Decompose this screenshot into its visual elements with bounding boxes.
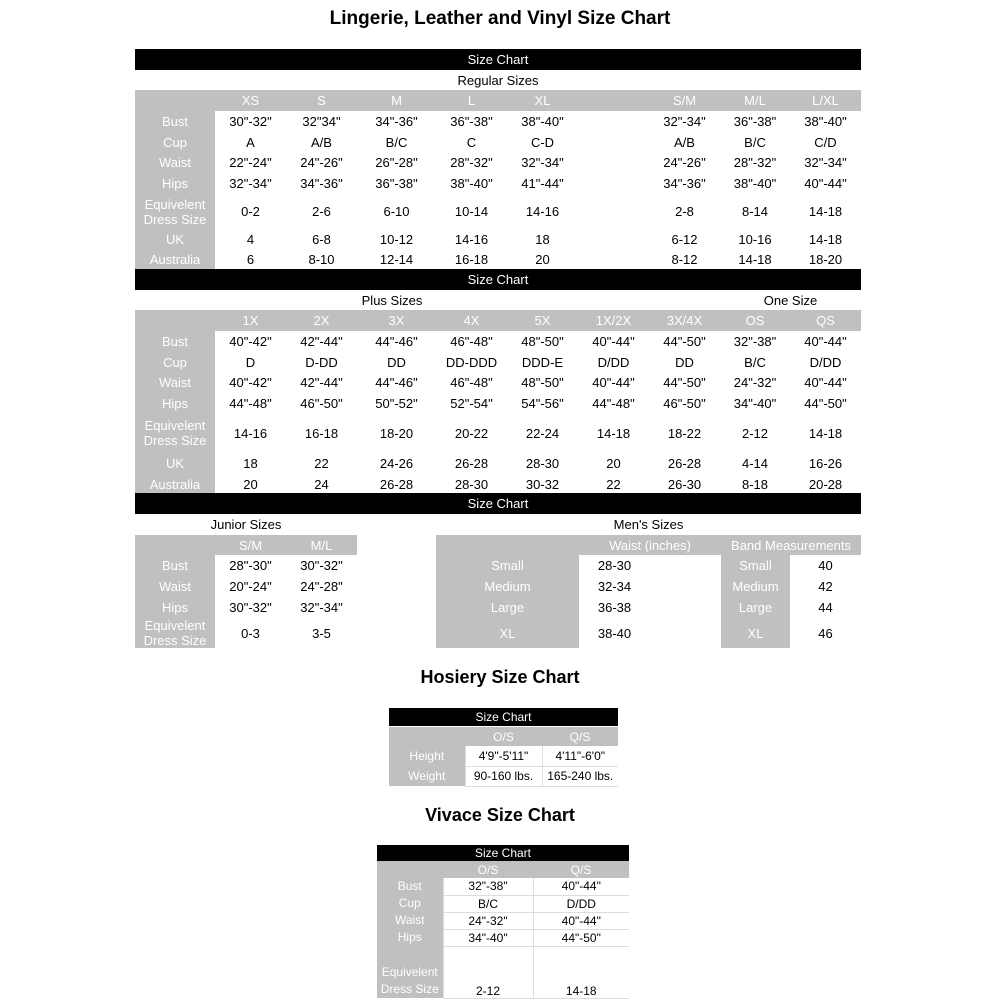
cell: 42 — [790, 576, 861, 597]
size-chart-bar-plus: Size Chart — [135, 269, 861, 290]
table-row — [135, 393, 861, 414]
size-header: 3X/4X — [649, 310, 720, 331]
cell: 34"-40" — [720, 393, 790, 414]
cell: B/C — [357, 132, 436, 152]
table-row — [135, 173, 861, 194]
size-header: 4X — [436, 310, 507, 331]
cell: 36-38 — [579, 597, 650, 618]
row-label: Cup — [135, 352, 215, 372]
cell: 20"-24" — [215, 576, 286, 597]
row-label: Small — [721, 555, 790, 576]
size-header-row — [135, 535, 357, 555]
cell: 32"-34" — [286, 597, 357, 618]
table-row — [135, 229, 861, 249]
cell: 34"-36" — [649, 173, 720, 194]
row-label: UK — [135, 452, 215, 474]
cell: 22 — [286, 452, 357, 474]
cell: 26-28 — [436, 452, 507, 474]
table-row — [135, 597, 357, 618]
cell: 41"-44" — [507, 173, 578, 194]
row-label: Australia — [135, 249, 215, 269]
table-row — [135, 111, 861, 132]
cell: 46"-50" — [286, 393, 357, 414]
row-label: Bust — [377, 878, 443, 895]
corner-cell — [377, 861, 443, 878]
size-header: M — [357, 90, 436, 111]
cell: 34"-36" — [286, 173, 357, 194]
cell: 20-28 — [790, 474, 861, 494]
table-row — [135, 331, 861, 352]
row-label: UK — [135, 229, 215, 249]
table-row — [135, 352, 861, 372]
row-label: Hips — [135, 597, 215, 618]
cell: 14-16 — [507, 194, 578, 229]
size-header: 5X — [507, 310, 578, 331]
cell: 34"-40" — [443, 929, 533, 946]
cell: 24"-28" — [286, 576, 357, 597]
cell: 48"-50" — [507, 372, 578, 393]
size-header: M/L — [720, 90, 790, 111]
corner-cell — [135, 90, 215, 111]
row-label: Waist — [135, 576, 215, 597]
cell: 16-18 — [286, 414, 357, 452]
cell — [650, 555, 721, 576]
vivace-title: Vivace Size Chart — [425, 805, 575, 825]
row-label: Australia — [135, 474, 215, 494]
table-row — [377, 878, 629, 895]
cell: 16-18 — [436, 249, 507, 269]
cell: 4 — [215, 229, 286, 249]
table-row — [377, 929, 629, 946]
cell: 40"-44" — [533, 878, 629, 895]
cell: D/DD — [578, 352, 649, 372]
cell: 14-18 — [720, 249, 790, 269]
plus-sizes-table — [135, 310, 861, 494]
cell: D — [215, 352, 286, 372]
cell: 24"-26" — [649, 152, 720, 173]
cell: C-D — [507, 132, 578, 152]
cell: 52"-54" — [436, 393, 507, 414]
cell: 8-18 — [720, 474, 790, 494]
cell: 40"-44" — [578, 372, 649, 393]
cell: D/DD — [533, 895, 629, 912]
size-header: O/S — [443, 861, 533, 878]
cell — [650, 597, 721, 618]
cell: 44"-48" — [578, 393, 649, 414]
cell — [578, 111, 649, 132]
row-label: Small — [436, 555, 579, 576]
size-header: S/M — [649, 90, 720, 111]
cell: 4'9"-5'11" — [465, 746, 542, 766]
size-header: OS — [720, 310, 790, 331]
row-label: Cup — [135, 132, 215, 152]
cell: B/C — [720, 132, 790, 152]
cell: 28"-32" — [436, 152, 507, 173]
cell — [578, 194, 649, 229]
size-header: S — [286, 90, 357, 111]
cell: 44"-50" — [649, 372, 720, 393]
row-label: Bust — [135, 331, 215, 352]
cell: 18 — [215, 452, 286, 474]
cell: 14-16 — [436, 229, 507, 249]
regular-sizes-table — [135, 90, 861, 269]
cell: 14-18 — [790, 414, 861, 452]
row-label: Hips — [135, 173, 215, 194]
cell: 18-20 — [790, 249, 861, 269]
cell: 18-22 — [649, 414, 720, 452]
table-row — [135, 555, 357, 576]
one-size-subtitle: One Size — [763, 293, 818, 308]
cell: 4'11"-6'0" — [542, 746, 618, 766]
cell: 40"-44" — [790, 331, 861, 352]
row-label: Large — [721, 597, 790, 618]
size-header: QS — [790, 310, 861, 331]
cell: 8-10 — [286, 249, 357, 269]
row-label: XL — [721, 618, 790, 648]
cell: 22-24 — [507, 414, 578, 452]
cell — [578, 229, 649, 249]
cell: 28-30 — [579, 555, 650, 576]
cell: 4-14 — [720, 452, 790, 474]
row-label: Waist — [135, 372, 215, 393]
size-header: Q/S — [542, 727, 618, 746]
cell: 16-26 — [790, 452, 861, 474]
cell: D-DD — [286, 352, 357, 372]
cell: 24"-32" — [720, 372, 790, 393]
page-title: Lingerie, Leather and Vinyl Size Chart — [329, 8, 671, 29]
row-label: Cup — [377, 895, 443, 912]
table-row — [389, 746, 618, 766]
row-label: Equivelent Dress Size — [135, 618, 215, 648]
cell: DDD-E — [507, 352, 578, 372]
table-row — [436, 618, 861, 648]
cell: 32"-34" — [790, 152, 861, 173]
cell: 26"-28" — [357, 152, 436, 173]
cell: 6 — [215, 249, 286, 269]
table-row — [377, 912, 629, 929]
cell: 6-8 — [286, 229, 357, 249]
cell: 22"-24" — [215, 152, 286, 173]
cell: 36"-38" — [357, 173, 436, 194]
cell: 40"-42" — [215, 331, 286, 352]
cell: 38"-40" — [790, 111, 861, 132]
cell: 24 — [286, 474, 357, 494]
cell: 38"-40" — [720, 173, 790, 194]
cell: 36"-38" — [436, 111, 507, 132]
cell: 46 — [790, 618, 861, 648]
table-row — [135, 474, 861, 494]
cell: 165-240 lbs. — [542, 766, 618, 786]
cell: 20 — [578, 452, 649, 474]
corner-cell — [508, 535, 579, 555]
table-row — [389, 766, 618, 786]
waist-header: Waist (inches) — [579, 535, 721, 555]
corner-cell — [135, 310, 215, 331]
cell: C — [436, 132, 507, 152]
size-header-row — [135, 90, 861, 111]
size-chart-bar-junior-mens: Size Chart — [135, 493, 861, 514]
cell: 32-34 — [579, 576, 650, 597]
size-header: M/L — [286, 535, 357, 555]
row-label: Height — [389, 746, 465, 766]
cell: 6-12 — [649, 229, 720, 249]
cell: 18 — [507, 229, 578, 249]
row-label: Waist — [135, 152, 215, 173]
cell: 32"34" — [286, 111, 357, 132]
cell — [650, 576, 721, 597]
size-header-row — [135, 310, 861, 331]
table-row — [135, 249, 861, 269]
cell: 10-16 — [720, 229, 790, 249]
mens-sizes-subtitle: Men's Sizes — [613, 517, 684, 532]
cell: 40"-44" — [790, 372, 861, 393]
cell: B/C — [720, 352, 790, 372]
cell: 90-160 lbs. — [465, 766, 542, 786]
cell: 3-5 — [286, 618, 357, 648]
cell: 48"-50" — [507, 331, 578, 352]
row-label: Bust — [135, 111, 215, 132]
size-header: O/S — [465, 727, 542, 746]
cell: A/B — [649, 132, 720, 152]
size-header: 1X — [215, 310, 286, 331]
table-row — [135, 372, 861, 393]
row-label: Large — [436, 597, 579, 618]
row-label: Hips — [135, 393, 215, 414]
cell: 50"-52" — [357, 393, 436, 414]
table-row — [436, 597, 861, 618]
cell: 46"-50" — [649, 393, 720, 414]
size-header: XL — [507, 90, 578, 111]
table-row — [377, 895, 629, 912]
vivace-table — [377, 861, 629, 999]
cell: 46"-48" — [436, 372, 507, 393]
cell: 0-2 — [215, 194, 286, 229]
cell: 32"-34" — [649, 111, 720, 132]
cell: 44 — [790, 597, 861, 618]
cell: 2-8 — [649, 194, 720, 229]
cell: 46"-48" — [436, 331, 507, 352]
cell: 54"-56" — [507, 393, 578, 414]
cell: 34"-36" — [357, 111, 436, 132]
regular-sizes-subtitle: Regular Sizes — [457, 73, 539, 88]
cell: 8-14 — [720, 194, 790, 229]
hosiery-table — [389, 727, 618, 787]
row-label: Medium — [436, 576, 579, 597]
size-header: XS — [215, 90, 286, 111]
table-row — [135, 194, 861, 229]
cell: 26-28 — [649, 452, 720, 474]
cell: 44"-50" — [790, 393, 861, 414]
cell: 14-16 — [215, 414, 286, 452]
cell: 8-12 — [649, 249, 720, 269]
cell: 30"-32" — [215, 111, 286, 132]
size-header-row — [389, 727, 618, 746]
size-header: 1X/2X — [578, 310, 649, 331]
cell: 28-30 — [507, 452, 578, 474]
cell — [578, 132, 649, 152]
cell: 36"-38" — [720, 111, 790, 132]
cell: 14-18 — [790, 229, 861, 249]
cell: 26-30 — [649, 474, 720, 494]
corner-cell — [436, 535, 508, 555]
cell: 2-6 — [286, 194, 357, 229]
cell: 14-18 — [790, 194, 861, 229]
junior-sizes-table — [135, 535, 357, 648]
cell: 20 — [215, 474, 286, 494]
cell: 30-32 — [507, 474, 578, 494]
cell: D/DD — [790, 352, 861, 372]
cell: 40"-42" — [215, 372, 286, 393]
cell: 32"-38" — [443, 878, 533, 895]
table-row — [135, 576, 357, 597]
cell: 22 — [578, 474, 649, 494]
cell: DD-DDD — [436, 352, 507, 372]
size-header: S/M — [215, 535, 286, 555]
cell: DD — [649, 352, 720, 372]
cell: 14-18 — [578, 414, 649, 452]
cell — [578, 173, 649, 194]
cell: 32"-38" — [720, 331, 790, 352]
cell: 44"-46" — [357, 372, 436, 393]
cell: 42"-44" — [286, 372, 357, 393]
cell: 28-30 — [436, 474, 507, 494]
cell: 44"-48" — [215, 393, 286, 414]
cell: 10-14 — [436, 194, 507, 229]
cell: 32"-34" — [507, 152, 578, 173]
cell: 44"-46" — [357, 331, 436, 352]
row-label: Waist — [377, 912, 443, 929]
cell: 24-26 — [357, 452, 436, 474]
cell: 0-3 — [215, 618, 286, 648]
corner-cell — [389, 727, 465, 746]
row-label: XL — [436, 618, 579, 648]
table-row — [436, 555, 861, 576]
cell: 6-10 — [357, 194, 436, 229]
vivace-size-chart-bar: Size Chart — [377, 845, 629, 861]
cell: 30"-32" — [215, 597, 286, 618]
corner-cell — [135, 535, 215, 555]
cell: 18-20 — [357, 414, 436, 452]
cell: 14-18 — [533, 946, 629, 998]
size-header: L/XL — [790, 90, 861, 111]
cell: 28"-32" — [720, 152, 790, 173]
table-row — [135, 414, 861, 452]
size-header: Q/S — [533, 861, 629, 878]
hosiery-size-chart-bar: Size Chart — [389, 708, 618, 726]
hosiery-title: Hosiery Size Chart — [420, 667, 580, 687]
cell: 42"-44" — [286, 331, 357, 352]
row-label: Medium — [721, 576, 790, 597]
table-row — [135, 152, 861, 173]
row-label: Equivelent Dress Size — [135, 194, 215, 229]
cell: A — [215, 132, 286, 152]
row-label: Hips — [377, 929, 443, 946]
cell: 24"-32" — [443, 912, 533, 929]
row-label: Bust — [135, 555, 215, 576]
cell: 30"-32" — [286, 555, 357, 576]
cell: 38"-40" — [507, 111, 578, 132]
cell: B/C — [443, 895, 533, 912]
table-row — [135, 618, 357, 648]
size-chart-bar-regular: Size Chart — [135, 49, 861, 70]
cell: A/B — [286, 132, 357, 152]
cell: 44"-50" — [649, 331, 720, 352]
cell — [578, 152, 649, 173]
row-label: Equivelent Dress Size — [377, 946, 443, 998]
table-row — [436, 576, 861, 597]
size-header — [578, 90, 649, 111]
plus-sizes-subtitle: Plus Sizes — [361, 293, 423, 308]
cell: 40"-44" — [533, 912, 629, 929]
mens-sizes-table — [436, 535, 861, 648]
cell: 40 — [790, 555, 861, 576]
cell: C/D — [790, 132, 861, 152]
table-row — [135, 132, 861, 152]
cell: 12-14 — [357, 249, 436, 269]
cell: 2-12 — [443, 946, 533, 998]
junior-sizes-subtitle: Junior Sizes — [210, 517, 282, 532]
cell: DD — [357, 352, 436, 372]
size-header: 3X — [357, 310, 436, 331]
cell: 10-12 — [357, 229, 436, 249]
cell: 2-12 — [720, 414, 790, 452]
cell: 38-40 — [579, 618, 650, 648]
mens-header-row — [436, 535, 861, 555]
size-header: 2X — [286, 310, 357, 331]
cell: 20-22 — [436, 414, 507, 452]
cell — [578, 249, 649, 269]
table-row — [135, 452, 861, 474]
cell — [650, 618, 721, 648]
cell: 28"-30" — [215, 555, 286, 576]
size-header-row — [377, 861, 629, 878]
cell: 40"-44" — [578, 331, 649, 352]
cell: 38"-40" — [436, 173, 507, 194]
table-row — [377, 946, 629, 998]
row-label: Equivelent Dress Size — [135, 414, 215, 452]
cell: 26-28 — [357, 474, 436, 494]
size-header: L — [436, 90, 507, 111]
cell: 20 — [507, 249, 578, 269]
cell: 24"-26" — [286, 152, 357, 173]
cell: 40"-44" — [790, 173, 861, 194]
row-label: Weight — [389, 766, 465, 786]
cell: 32"-34" — [215, 173, 286, 194]
cell: 44"-50" — [533, 929, 629, 946]
band-header: Band Measurements — [721, 535, 861, 555]
